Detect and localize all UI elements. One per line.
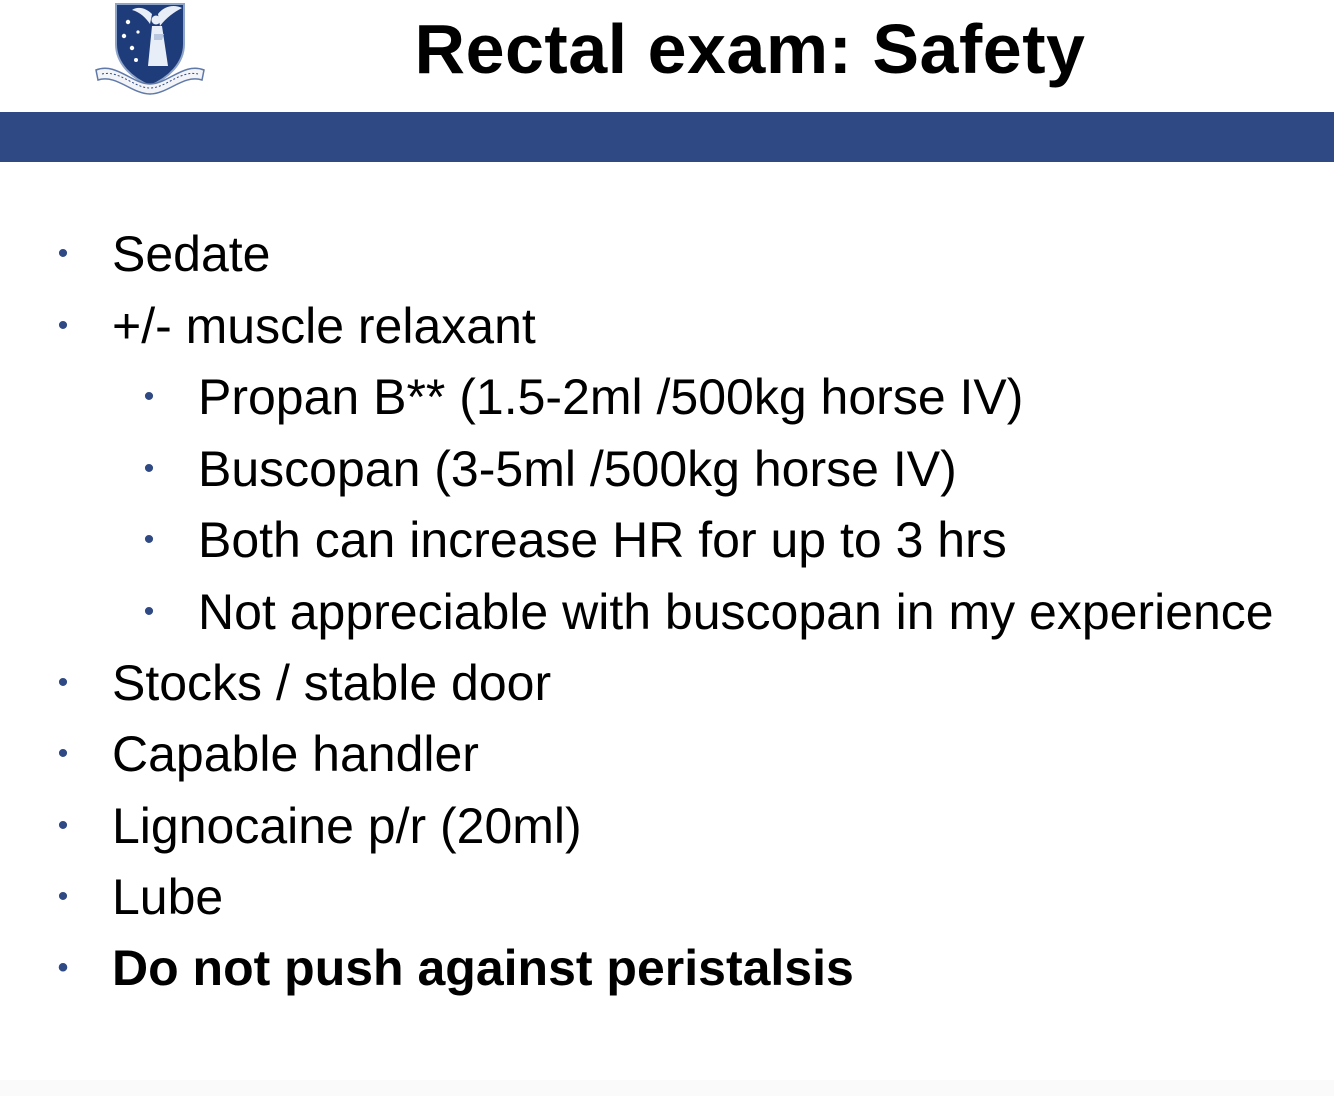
- bullet-dot-icon: •: [57, 666, 69, 699]
- bullet-item: [57, 724, 479, 784]
- university-crest-icon: [92, 0, 208, 96]
- bullet-dot-icon: •: [143, 380, 155, 413]
- bullet-item-emphasis: [57, 938, 854, 998]
- bullet-dot-icon: •: [57, 237, 69, 270]
- bullet-text: Sedate: [112, 226, 271, 282]
- bullet-item: [57, 653, 552, 713]
- sub-bullet-item: [143, 439, 957, 499]
- bullet-text: Capable handler: [112, 726, 479, 782]
- bullet-text: +/- muscle relaxant: [112, 298, 536, 354]
- title-band: [0, 112, 1334, 162]
- bullet-text: Not appreciable with buscopan in my experience: [198, 584, 1274, 640]
- bullet-text: Lignocaine p/r (20ml): [112, 798, 582, 854]
- bullet-item: [57, 224, 271, 284]
- bullet-text: Stocks / stable door: [112, 655, 552, 711]
- bullet-dot-icon: •: [143, 595, 155, 628]
- bullet-text: Lube: [112, 869, 224, 925]
- sub-bullet-item: [143, 510, 1007, 570]
- bullet-text: Both can increase HR for up to 3 hrs: [198, 512, 1007, 568]
- sub-bullet-item: [143, 367, 1024, 427]
- bullet-dot-icon: •: [57, 809, 69, 842]
- bullet-text: Do not push against peristalsis: [112, 940, 854, 996]
- bullet-dot-icon: •: [57, 309, 69, 342]
- slide-title: Rectal exam: Safety: [414, 10, 1086, 88]
- bullet-text: Buscopan (3-5ml /500kg horse IV): [198, 441, 957, 497]
- bullet-item: [57, 796, 582, 856]
- bullet-dot-icon: •: [57, 951, 69, 984]
- bullet-text: Propan B** (1.5-2ml /500kg horse IV): [198, 369, 1024, 425]
- sub-bullet-item: [143, 582, 1274, 642]
- bullet-dot-icon: •: [143, 523, 155, 556]
- slide-footer: [0, 1080, 1334, 1096]
- bullet-item: [57, 296, 536, 356]
- bullet-dot-icon: •: [57, 737, 69, 770]
- bullet-item: [57, 867, 224, 927]
- bullet-dot-icon: •: [143, 452, 155, 485]
- bullet-dot-icon: •: [57, 880, 69, 913]
